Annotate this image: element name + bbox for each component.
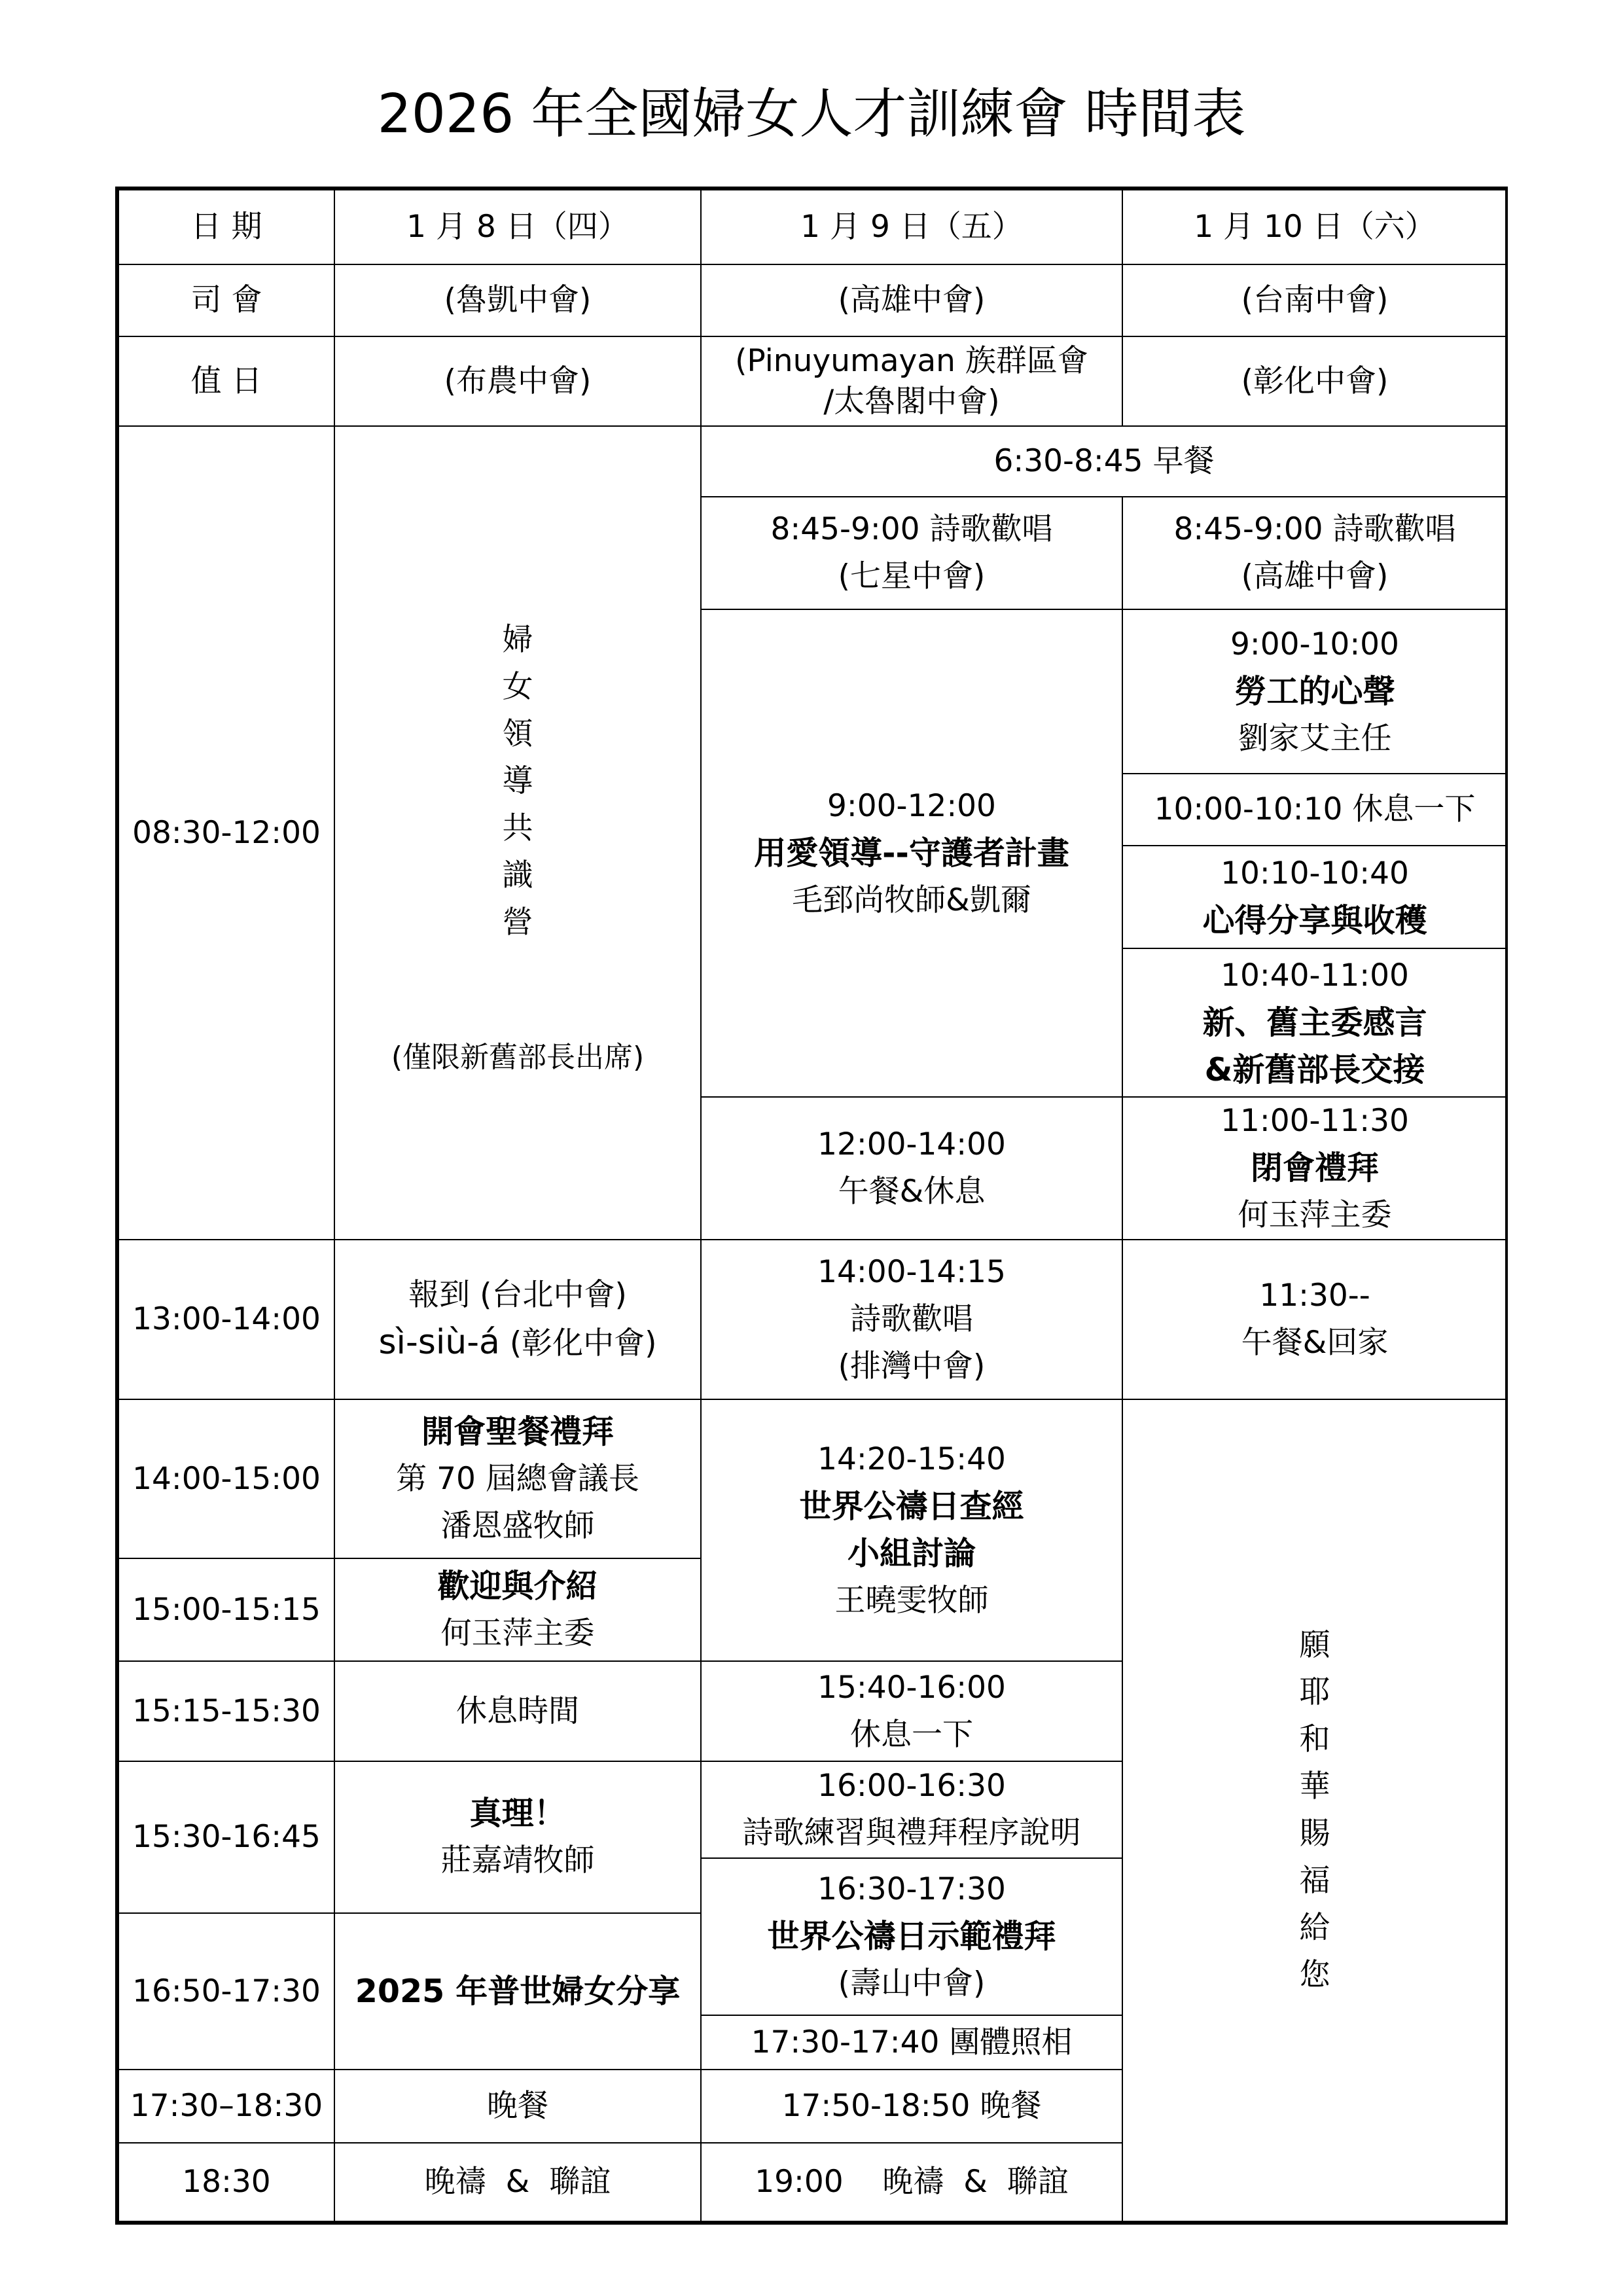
duty-label: 值 日 <box>190 363 262 399</box>
day1-dinner-cell <box>334 2069 702 2144</box>
checkin-line2 <box>378 1319 656 1367</box>
camp-char: 女 <box>502 669 533 705</box>
demo-host: (壽山中會) <box>838 1965 986 2001</box>
opening-title: 開會聖餐禮拜 <box>421 1412 614 1450</box>
day1-break: 休息時間 <box>456 1693 579 1729</box>
day3-hymn-time: 8:45-9:00 詩歌歡唱 <box>1173 511 1456 547</box>
blessing-char: 賜 <box>1299 1816 1330 1852</box>
day3-date: 1 月 10 日（六） <box>1194 209 1436 245</box>
day1-evening: 晚禱 & 聯誼 <box>424 2164 611 2200</box>
bible-title-2: 小組討論 <box>847 1535 976 1572</box>
day2-hymn-cell <box>700 496 1123 610</box>
sharing-title: 心得分享與收穫 <box>1202 901 1427 939</box>
practice: 詩歌練習與禮拜程序說明 <box>742 1815 1081 1851</box>
day2-hymn2: 詩歌歡唱 <box>850 1301 973 1337</box>
day2-dinner: 17:50-18:50 晚餐 <box>781 2088 1042 2124</box>
practice-cell <box>700 1761 1123 1859</box>
time-1830: 18:30 <box>182 2164 271 2200</box>
duty-day3: (彰化中會) <box>1241 363 1389 399</box>
demo-worship-cell <box>700 1857 1123 2016</box>
leadership-time: 9:00-12:00 <box>827 787 996 824</box>
duty-label-cell <box>118 336 335 427</box>
day3-break-cell <box>1122 773 1508 846</box>
schedule-table <box>115 187 1508 2225</box>
time-cell-1650 <box>118 1912 335 2070</box>
photo: 17:30-17:40 團體照相 <box>751 2024 1073 2060</box>
share-title: 2025 年普世婦女分享 <box>355 1972 681 2010</box>
day2-break-time: 15:40-16:00 <box>817 1669 1006 1706</box>
camp-char: 識 <box>502 857 533 893</box>
home: 午餐&回家 <box>1241 1325 1389 1361</box>
host-day1-cell <box>334 264 702 337</box>
day1-header <box>334 189 702 265</box>
time-morning: 08:30-12:00 <box>132 814 321 851</box>
duty-day1: (布農中會) <box>444 363 592 399</box>
labor-time: 9:00-10:00 <box>1230 626 1399 662</box>
day2-break: 休息一下 <box>850 1716 973 1753</box>
breakfast-cell <box>700 425 1508 497</box>
day2-hymn-time: 8:45-9:00 詩歌歡唱 <box>770 511 1053 547</box>
host-day2: (高雄中會) <box>838 282 986 318</box>
day3-break: 10:00-10:10 休息一下 <box>1154 791 1476 827</box>
time-cell-morning <box>118 425 335 1240</box>
blessing-char: 耶 <box>1299 1674 1330 1710</box>
welcome-title: 歡迎與介紹 <box>437 1567 598 1605</box>
home-cell <box>1122 1239 1508 1400</box>
lunch-cell <box>700 1096 1123 1240</box>
day2-evening-cell <box>700 2142 1123 2222</box>
demo-title: 世界公禱日示範禮拜 <box>767 1918 1056 1955</box>
camp-char: 導 <box>502 763 533 799</box>
camp-char: 婦 <box>502 622 533 658</box>
leadership-speaker: 毛郅尚牧師&凱爾 <box>792 882 1031 918</box>
handover-title-1: 新、舊主委感言 <box>1202 1003 1427 1041</box>
day3-header <box>1122 189 1508 265</box>
blessing-char: 福 <box>1299 1863 1330 1899</box>
date-label: 日 期 <box>190 209 262 245</box>
demo-time: 16:30-17:30 <box>817 1871 1006 1907</box>
blessing-cell <box>1122 1399 1508 2222</box>
labor-speaker: 劉家艾主任 <box>1238 720 1392 757</box>
blessing-char: 給 <box>1299 1910 1330 1946</box>
blessing-char: 您 <box>1299 1957 1330 1993</box>
duty-day2-line1: (Pinuyumayan 族群區會 <box>735 342 1088 379</box>
time-cell-1515 <box>118 1660 335 1762</box>
checkin-snack: sì-siù-á <box>378 1323 500 1362</box>
duty-day2-cell <box>700 336 1123 427</box>
opening-worship-cell <box>334 1399 702 1559</box>
camp-cell <box>334 425 702 1240</box>
camp-char: 共 <box>502 810 533 846</box>
time-1400: 14:00-15:00 <box>132 1460 321 1497</box>
host-label-cell <box>118 264 335 337</box>
lunch-time: 12:00-14:00 <box>817 1126 1006 1162</box>
photo-cell <box>700 2015 1123 2070</box>
checkin-cell <box>334 1239 702 1400</box>
leadership-cell <box>700 609 1123 1098</box>
share-cell <box>334 1912 702 2070</box>
day2-break-cell <box>700 1660 1123 1762</box>
date-label-cell <box>118 189 335 265</box>
time-1730: 17:30–18:30 <box>130 2088 323 2124</box>
opening-line3: 潘恩盛牧師 <box>440 1507 595 1544</box>
host-label: 司 會 <box>190 282 262 318</box>
camp-char: 領 <box>502 716 533 752</box>
host-day1: (魯凱中會) <box>444 282 592 318</box>
day2-header <box>700 189 1123 265</box>
truth-line2: 莊嘉靖牧師 <box>440 1842 595 1878</box>
opening-line2: 第 70 屆總會議長 <box>396 1460 639 1497</box>
bible-time: 14:20-15:40 <box>817 1441 1006 1477</box>
bible-study-cell <box>700 1399 1123 1662</box>
welcome-line2: 何玉萍主委 <box>440 1615 595 1651</box>
duty-day2-line2: /太魯閣中會) <box>823 383 1000 420</box>
sharing-time: 10:10-10:40 <box>1221 855 1409 891</box>
day2-dinner-cell <box>700 2069 1123 2144</box>
time-cell-1530 <box>118 1761 335 1914</box>
time-cell-1830 <box>118 2142 335 2222</box>
duty-day1-cell <box>334 336 702 427</box>
closing-cell <box>1122 1096 1508 1240</box>
time-1300: 13:00-14:00 <box>132 1301 321 1337</box>
host-day3-cell <box>1122 264 1508 337</box>
labor-title: 勞工的心聲 <box>1234 672 1395 710</box>
handover-cell <box>1122 948 1508 1098</box>
closing-speaker: 何玉萍主委 <box>1238 1197 1392 1233</box>
time-1530: 15:30-16:45 <box>132 1819 321 1855</box>
day1-evening-cell <box>334 2142 702 2222</box>
bible-speaker: 王曉雯牧師 <box>834 1583 989 1619</box>
labor-cell <box>1122 609 1508 774</box>
page-title: 2026 年全國婦女人才訓練會 時間表 <box>377 83 1246 145</box>
checkin-snack-host: (彰化中會) <box>499 1325 657 1361</box>
day1-dinner: 晚餐 <box>487 2088 548 2124</box>
handover-title-2: &新舊部長交接 <box>1204 1050 1425 1088</box>
truth-cell <box>334 1761 702 1914</box>
handover-time: 10:40-11:00 <box>1221 957 1409 994</box>
day1-break-cell <box>334 1660 702 1762</box>
checkin-line1: 報到 (台北中會) <box>408 1277 627 1313</box>
day3-hymn-host: (高雄中會) <box>1241 558 1389 594</box>
practice-time: 16:00-16:30 <box>817 1768 1006 1804</box>
time-cell-1730 <box>118 2069 335 2144</box>
breakfast: 6:30-8:45 早餐 <box>993 443 1215 479</box>
duty-day3-cell <box>1122 336 1508 427</box>
camp-note: (僅限新舊部長出席) <box>391 1041 645 1074</box>
day1-date: 1 月 8 日（四） <box>406 209 629 245</box>
day2-hymn2-host: (排灣中會) <box>838 1348 986 1384</box>
camp-char: 營 <box>502 905 533 941</box>
time-cell-1300 <box>118 1239 335 1400</box>
leadership-title: 用愛領導--守護者計畫 <box>754 834 1069 872</box>
host-day2-cell <box>700 264 1123 337</box>
time-1650: 16:50-17:30 <box>132 1973 321 2009</box>
closing-time: 11:00-11:30 <box>1221 1103 1409 1139</box>
time-1515: 15:15-15:30 <box>132 1693 321 1729</box>
day2-evening: 19:00 晚禱 & 聯誼 <box>755 2164 1069 2200</box>
blessing-char: 華 <box>1299 1768 1330 1804</box>
day2-hymn-host: (七星中會) <box>838 558 986 594</box>
closing-title: 閉會禮拜 <box>1250 1149 1379 1187</box>
home-time: 11:30-- <box>1259 1278 1370 1314</box>
blessing-char: 願 <box>1299 1627 1330 1663</box>
truth-title: 真理！ <box>469 1795 566 1832</box>
day2-hymn2-time: 14:00-14:15 <box>817 1254 1006 1290</box>
bible-title-1: 世界公禱日查經 <box>799 1488 1024 1525</box>
sharing-cell <box>1122 845 1508 949</box>
blessing-char: 和 <box>1299 1721 1330 1757</box>
lunch: 午餐&休息 <box>838 1174 986 1210</box>
day2-hymn2-cell <box>700 1239 1123 1400</box>
day2-date: 1 月 9 日（五） <box>800 209 1023 245</box>
time-cell-1400 <box>118 1399 335 1559</box>
time-cell-1500 <box>118 1558 335 1662</box>
time-1500: 15:00-15:15 <box>132 1591 321 1628</box>
welcome-cell <box>334 1558 702 1662</box>
host-day3: (台南中會) <box>1241 282 1389 318</box>
day3-hymn-cell <box>1122 496 1508 610</box>
